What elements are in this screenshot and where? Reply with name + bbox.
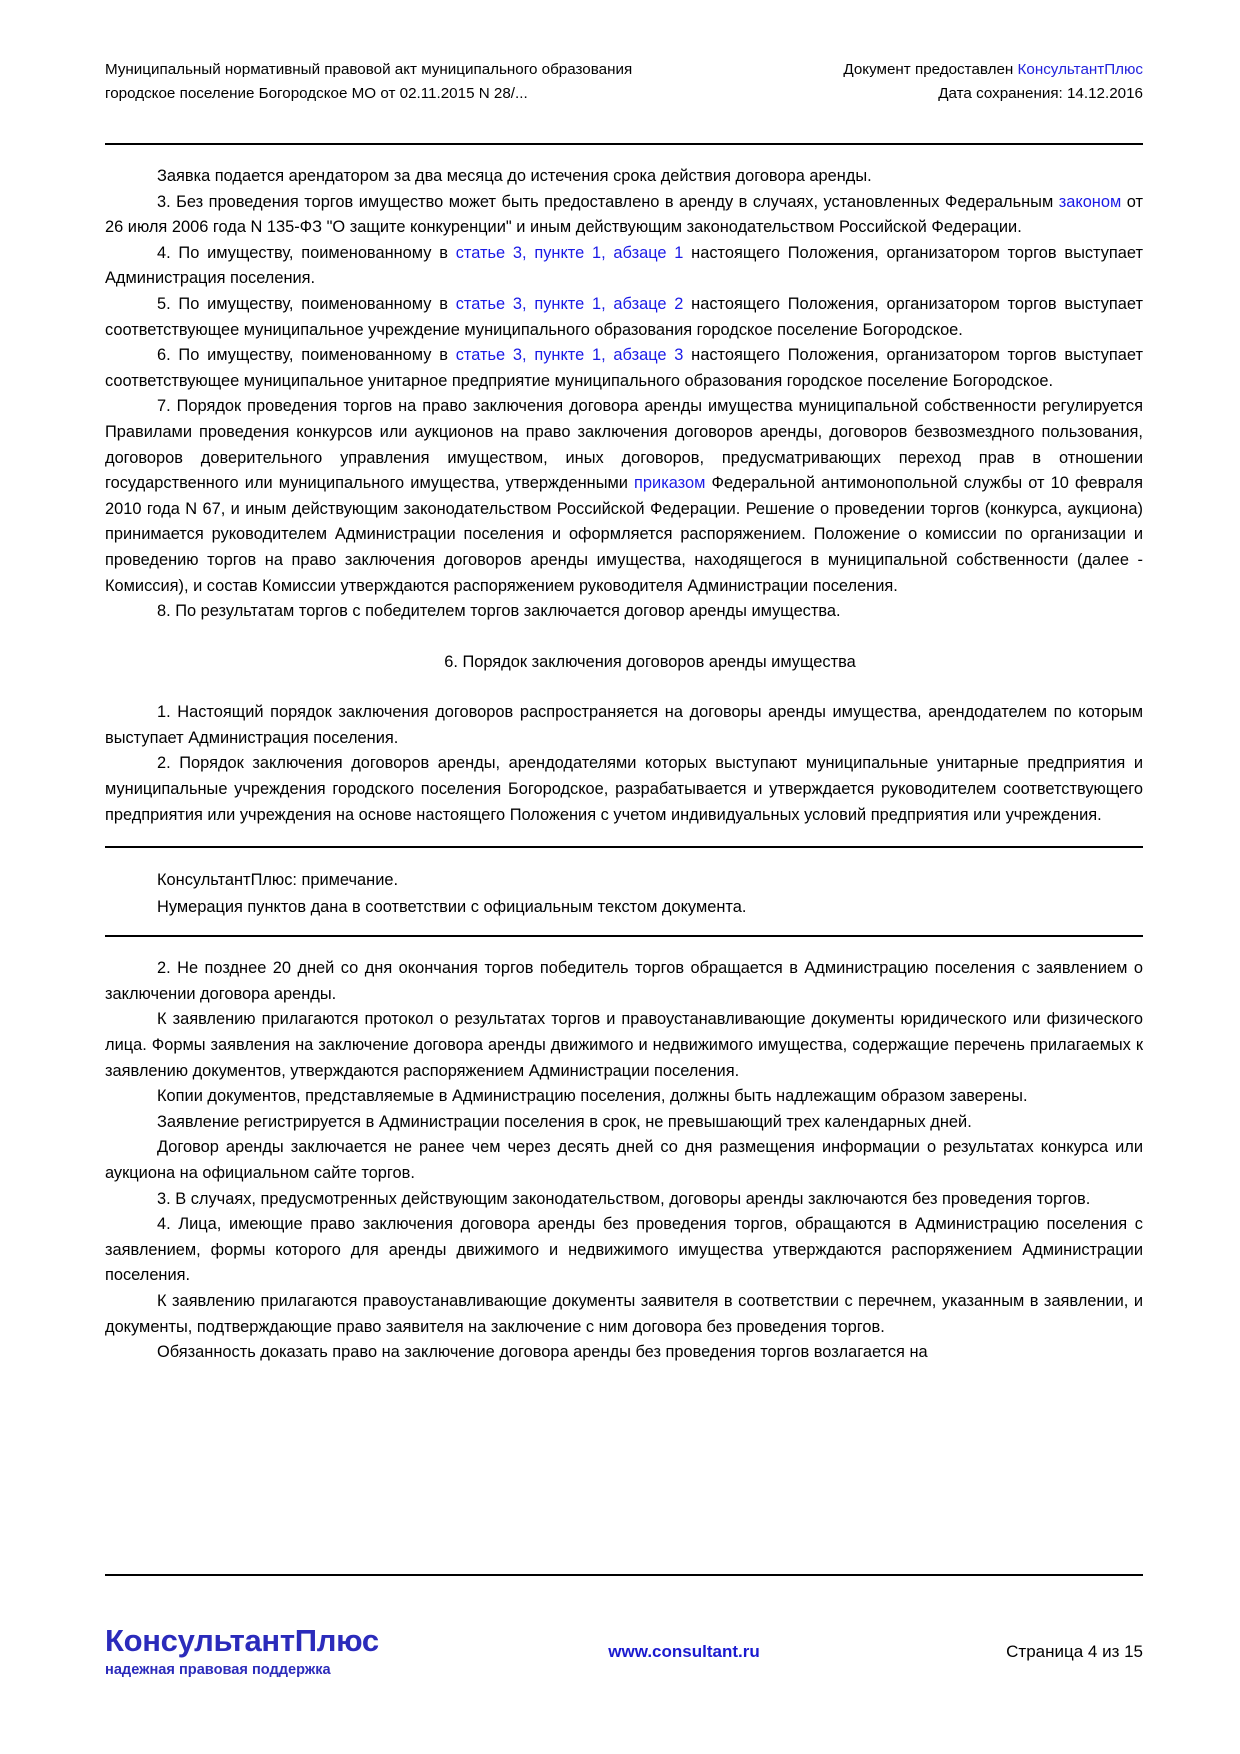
p4-text-before-link: 4. По имуществу, поименованному в: [157, 243, 456, 262]
paragraph-contract-timing: Договор аренды заключается не ранее чем через десять дней со дня размещения информации о результатах конкурса или аукциона на официальном сайте торгов.: [105, 1138, 1143, 1182]
p7-text-before-link: 7. Порядок проведения торгов на право заключения договора аренды имущества муниципальной собственности регулируется Правилами проведения конкурсов или аукционов на право заключения договоров аренды, договоров безвозмездного пользования, договоров доверительного управления имуществом, иных договоров, предусматривающих переход прав в отношении государственного или муниципального имущества, утвержденными: [105, 397, 1143, 493]
paragraph-order-item-1: 1. Настоящий порядок заключения договоров распространяется на договоры аренды имущества, арендодателем по которым выступает Администрация поселения.: [105, 703, 1143, 747]
paragraph-item-7: [105, 394, 1143, 599]
paragraph-order-item-2: 2. Порядок заключения договоров аренды, арендодателями которых выступают муниципальные унитарные предприятия и муниципальные учреждения городского поселения Богородское, разрабатывается и утверждается руководителем соответствующего предприятия или учреждения на основе настоящего Положения с учетом индивидуальных условий предприятия или учреждения.: [105, 754, 1143, 824]
paragraph-application-deadline: Заявка подается арендатором за два месяца до истечения срока действия договора аренды.: [157, 167, 872, 185]
consultant-note-block: [105, 846, 1143, 937]
header-right: [843, 58, 1143, 106]
p4-text-after-link: настоящего Положения, организатором торгов выступает Администрация поселения.: [105, 243, 1143, 288]
brand-name: КонсультантПлюс: [105, 1623, 379, 1658]
header-provider-text: Документ предоставлен: [843, 61, 1018, 78]
link-statya-3-punkt-1-abzac-1[interactable]: статье 3, пункте 1, абзаце 1: [455, 243, 684, 262]
document-body: [105, 145, 1143, 828]
section-heading-6: 6. Порядок заключения договоров аренды имущества: [444, 652, 856, 671]
note-content: [105, 848, 1143, 935]
p6-text-before-link: 6. По имуществу, поименованному в: [157, 346, 456, 365]
paragraph-application-documents: К заявлению прилагаются правоустанавливающие документы заявителя в соответствии с перечнем, указанным в заявлении, и документы, подтверждающие право заявителя на заключение с ним договора без проведения торгов.: [105, 1291, 1143, 1336]
link-prikaz[interactable]: приказом: [634, 474, 706, 493]
paragraph-item-3: [105, 190, 1143, 241]
footer-website-link[interactable]: www.consultant.ru: [608, 1642, 760, 1661]
paragraph-item-8: 8. По результатам торгов с победителем торгов заключается договор аренды имущества.: [157, 602, 841, 621]
paragraph-continued-item-2: 2. Не позднее 20 дней со дня окончания торгов победитель торгов обращается в Администрацию поселения с заявлением о заключении договора аренды.: [105, 959, 1143, 1003]
paragraph-attachments: К заявлению прилагаются протокол о результатах торгов и правоустанавливающие документы юридического или физического лица. Формы заявления на заключение договора аренды движимого и недвижимого имущества, содержащие перечень прилагаемых к заявлению документов, утверждаются распоряжением Администрации поселения.: [105, 1010, 1143, 1080]
p6-text-after-link: настоящего Положения, организатором торгов выступает соответствующее муниципальное унитарное предприятие муниципального образования городское поселение Богородское.: [105, 346, 1143, 390]
link-statya-3-punkt-1-abzac-3[interactable]: статье 3, пункте 1, абзаце 3: [455, 346, 684, 365]
header-provider-line: [843, 58, 1143, 82]
header-saved-date: Дата сохранения: 14.12.2016: [938, 85, 1143, 102]
paragraph-item-4: [105, 241, 1143, 292]
paragraph-continued-item-3: 3. В случаях, предусмотренных действующим законодательством, договоры аренды заключаются без проведения торгов.: [157, 1189, 1091, 1208]
p3-text-before-link: 3. Без проведения торгов имущество может быть предоставлено в аренду в случаях, установленных Федеральным: [157, 192, 1059, 211]
paragraph-burden-of-proof: Обязанность доказать право на заключение договора аренды без проведения торгов возлагается на: [157, 1343, 928, 1362]
paragraph-item-6: [105, 343, 1143, 394]
document-footer: [0, 1574, 1240, 1754]
note-title: КонсультантПлюс: примечание.: [157, 871, 399, 890]
consultant-logo: [105, 1624, 465, 1680]
header-left: [105, 58, 632, 106]
p5-text-after-link: настоящего Положения, организатором торгов выступает соответствующее муниципальное учреждение муниципального образования городское поселение Богородское.: [105, 294, 1143, 339]
paragraph-copies: Копии документов, представляемые в Администрацию поселения, должны быть надлежащим образом заверены.: [157, 1087, 1028, 1106]
paragraph-registration: Заявление регистрируется в Администрации поселения в срок, не превышающий трех календарных дней.: [157, 1112, 972, 1131]
document-body-continued: [105, 937, 1143, 1366]
link-statya-3-punkt-1-abzac-2[interactable]: статье 3, пункте 1, абзаце 2: [455, 294, 684, 313]
note-text: Нумерация пунктов дана в соответствии с официальным текстом документа.: [157, 898, 747, 917]
header-provider-link[interactable]: КонсультантПлюс: [1017, 61, 1143, 78]
paragraph-item-5: [105, 292, 1143, 343]
paragraph-continued-item-4: 4. Лица, имеющие право заключения договора аренды без проведения торгов, обращаются в Администрацию поселения с заявлением, формы которого для аренды движимого и недвижимого имущества утверждаются распоряжением Администрации поселения.: [105, 1215, 1143, 1285]
p3-text-after-link: от 26 июля 2006 года N 135-ФЗ "О защите конкуренции" и иным действующим законодательством Российской Федерации.: [105, 192, 1143, 237]
header-doc-title-line1: Муниципальный нормативный правовой акт муниципального образования: [105, 61, 633, 78]
footer-row: [0, 1576, 1240, 1680]
link-zakon[interactable]: законом: [1058, 192, 1122, 211]
p7-text-after-link: Федеральной антимонопольной службы от 10 февраля 2010 года N 67, и иным действующим законодательством Российской Федерации. Решение о проведении торгов (конкурса, аукциона) принимается руководителем Администрации поселения и оформляется распоряжением. Положение о комиссии по организации и проведению торгов на право заключения договоров аренды имущества, находящегося в муниципальной собственности (далее - Комиссия), и состав Комиссии утверждаются распоряжением руководителя Администрации поселения.: [105, 474, 1143, 595]
footer-page-number: Страница 4 из 15: [1006, 1642, 1143, 1661]
document-header: [0, 0, 1240, 106]
header-doc-title-line2: городское поселение Богородское МО от 02.11.2015 N 28/...: [105, 85, 528, 102]
brand-tagline: надежная правовая поддержка: [105, 1662, 331, 1678]
p5-text-before-link: 5. По имуществу, поименованному в: [157, 294, 456, 313]
